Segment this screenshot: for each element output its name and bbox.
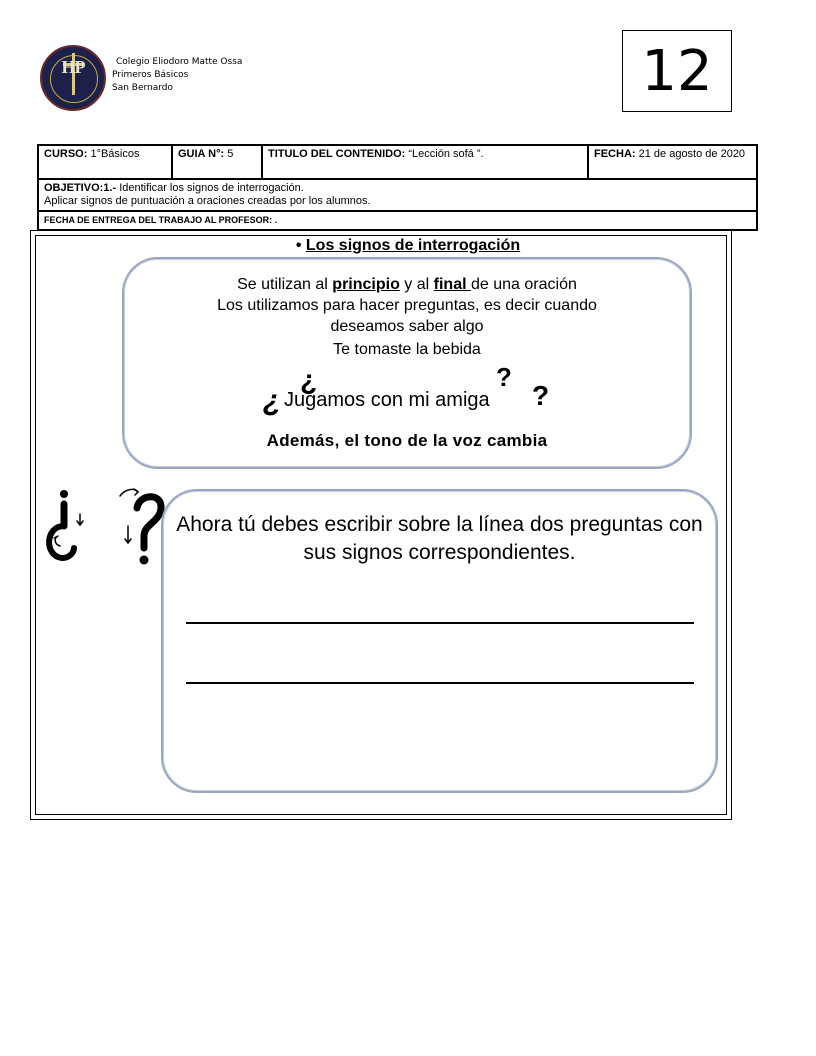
opening-question-mark-small: ¿ (300, 364, 318, 395)
answer-line-1[interactable] (186, 622, 694, 624)
entrega-cell: FECHA DE ENTREGA DEL TRABAJO AL PROFESOR: . (38, 211, 757, 230)
activity-instruction: Ahora tú debes escribir sobre la línea dos preguntas con sus signos correspondientes. (176, 513, 703, 564)
explanation-line-3: deseamos saber algo (330, 318, 484, 335)
school-level: Primeros Básicos (112, 70, 189, 80)
question-marks-illustration (40, 486, 165, 576)
bullet: • (295, 237, 302, 254)
logo-text: HP (61, 57, 85, 77)
explanation-line-2: Los utilizamos para hacer preguntas, es decir cuando (217, 297, 597, 314)
explanation-line-4: Te tomaste la bebida (333, 341, 481, 358)
closing-question-mark-small: ? (496, 362, 512, 392)
school-city: San Bernardo (112, 83, 174, 93)
closing-question-mark-icon (120, 489, 161, 565)
fecha-cell: FECHA: 21 de agosto de 2020 (588, 145, 757, 179)
titulo-cell: TITULO DEL CONTENIDO: “Lección sofá ”. (262, 145, 588, 179)
school-info (112, 56, 242, 95)
answer-line-2[interactable] (186, 682, 694, 684)
curso-cell: CURSO: 1°Básicos (38, 145, 172, 179)
explanation-line-1: Se utilizan al principio y al final de una oración (237, 276, 577, 293)
section-heading (0, 237, 816, 255)
school-name: Colegio Eliodoro Matte Ossa (116, 57, 243, 67)
page-number: 12 (622, 30, 732, 112)
info-table (37, 144, 758, 231)
heading-title: Los signos de interrogación (305, 237, 521, 254)
tone-note: Además, el tono de la voz cambia (266, 431, 548, 450)
closing-question-mark: ? (532, 380, 550, 411)
objetivo-cell: OBJETIVO:1.- Identificar los signos de interrogación. Aplicar signos de puntuación a oraciones creadas por los alumnos. (38, 179, 757, 211)
example-sentence: Jugamos con mi amiga (284, 389, 490, 411)
school-logo (40, 45, 106, 111)
opening-question-mark-icon (49, 490, 83, 558)
opening-question-mark: ¿ (263, 384, 282, 417)
guia-cell: GUIA N°: 5 (172, 145, 262, 179)
